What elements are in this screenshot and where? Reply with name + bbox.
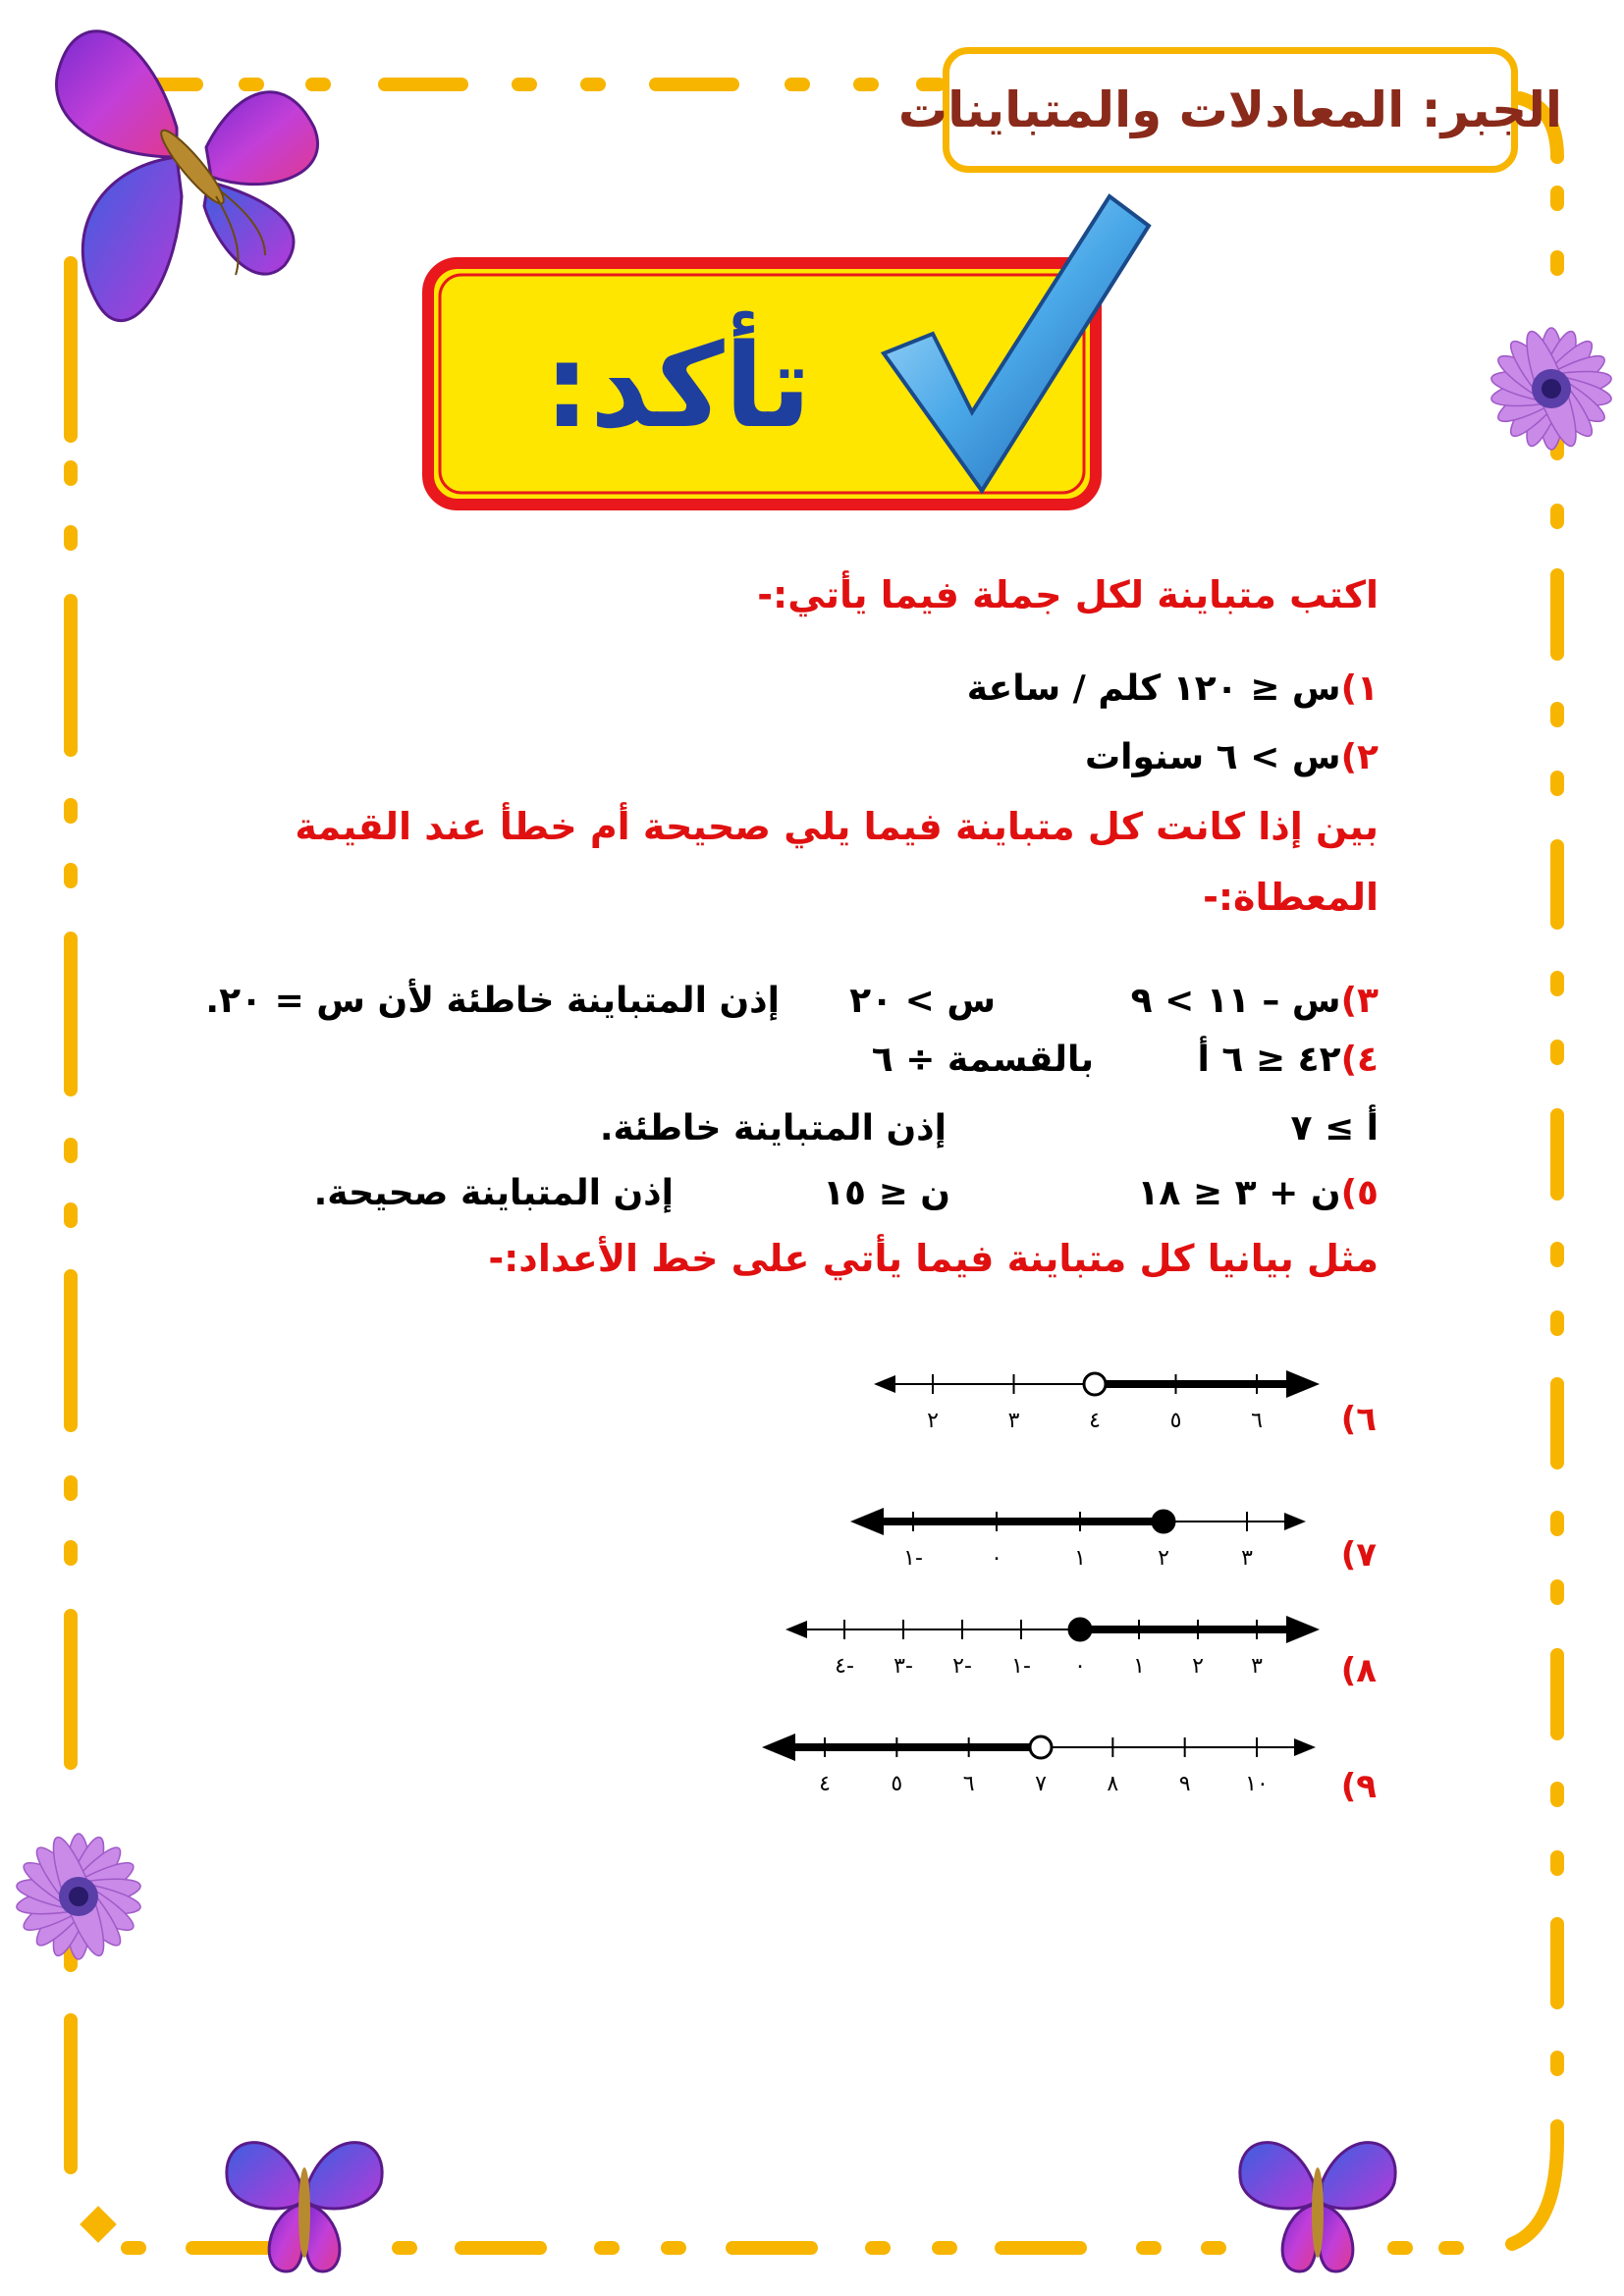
solution-arrow (850, 1508, 884, 1535)
numberline-label-7: ٧) (1340, 1535, 1377, 1575)
flower-icon (0, 1818, 157, 1975)
tf-heading-line2: المعطاة:- (1203, 876, 1379, 919)
butterfly-icon (1231, 2124, 1404, 2281)
tick-label: ١ (1074, 1546, 1086, 1571)
tick-label: ٥ (891, 1772, 903, 1796)
closed-point (1069, 1619, 1091, 1640)
tick-label: ٤ (1089, 1409, 1101, 1433)
tick-label: ٣ (1007, 1409, 1020, 1433)
tick-label: ٠ (1074, 1654, 1086, 1679)
banner-title: تأكد: (543, 318, 812, 454)
question-number: ١) (1340, 668, 1379, 709)
question-number: ٣) (1340, 981, 1379, 1021)
question-text: س ≤ ١٢٠ كلم / ساعة (966, 668, 1341, 709)
tick-label: ٢ (1158, 1546, 1169, 1571)
tick-label: ٦ (1251, 1409, 1263, 1433)
solution-arrow (762, 1734, 795, 1761)
arrow-right (1284, 1513, 1306, 1530)
question-number: ٤) (1340, 1040, 1379, 1080)
tick-label: ٣ (1251, 1654, 1263, 1679)
arrow-left (785, 1621, 807, 1638)
question-4b-expr: أ ≥ ٧ (1290, 1108, 1379, 1148)
question-4-step: بالقسمة ÷ ٦ (871, 1040, 1094, 1080)
tick-label: ٨ (1107, 1772, 1119, 1796)
open-point (1084, 1373, 1106, 1395)
tick-label: ١- (1011, 1654, 1031, 1679)
question-2 (1085, 734, 1379, 781)
tick-label: ٣- (893, 1654, 913, 1679)
page-title: الجبر: المعادلات والمتباينات (897, 81, 1563, 138)
graph-heading: مثل بيانيا كل متباينة فيما يأتي على خط الأعداد:- (488, 1237, 1379, 1280)
expression: س – ١١ > ٩ (1130, 981, 1341, 1021)
butterfly-icon (218, 2124, 391, 2281)
tick-label: ٢ (1192, 1654, 1204, 1679)
number-line-6 (864, 1355, 1326, 1443)
tick-label: ٠ (991, 1546, 1002, 1571)
tick-label: ٦ (962, 1772, 975, 1796)
write-heading: اكتب متباينة لكل جملة فيما يأتي:- (757, 573, 1379, 616)
arrow-right (1294, 1738, 1316, 1756)
tick-label: ٤ (819, 1772, 831, 1796)
numberline-label-8: ٨) (1340, 1651, 1377, 1690)
question-5-step: ن ≤ ١٥ (823, 1173, 950, 1213)
header-title-box (897, 47, 1563, 173)
question-number: ٢) (1340, 737, 1379, 777)
question-number: ٥) (1340, 1173, 1379, 1213)
solution-arrow (1286, 1616, 1320, 1643)
tf-heading-line1: بين إذا كانت كل متباينة فيما يلي صحيحة أم خطأ عند القيمة (295, 805, 1379, 848)
tick-label: ٩ (1178, 1772, 1191, 1796)
tick-label: ١٠ (1245, 1772, 1269, 1796)
tick-label: ٣ (1241, 1546, 1253, 1571)
solution-arrow (1286, 1370, 1320, 1398)
question-3-step: س > ٢٠ (849, 981, 996, 1021)
number-line-7 (844, 1492, 1316, 1580)
question-3-result: إذن المتباينة خاطئة لأن س = ٢٠. (205, 981, 780, 1021)
tick-label: ٥ (1169, 1409, 1182, 1433)
tick-label: ١ (1133, 1654, 1145, 1679)
flower-icon (1473, 310, 1624, 467)
question-5-expr (1137, 1170, 1379, 1217)
question-1 (967, 666, 1379, 713)
tick-label: ٤- (835, 1654, 854, 1679)
tick-label: ٧ (1035, 1772, 1047, 1796)
question-3-expr (1131, 978, 1379, 1025)
number-line-8 (776, 1600, 1326, 1688)
tick-label: ٢- (952, 1654, 972, 1679)
expression: ٤٢ ≤ ٦ أ (1197, 1040, 1341, 1080)
question-4b-result: إذن المتباينة خاطئة. (599, 1108, 947, 1148)
numberline-label-6: ٦) (1340, 1400, 1377, 1439)
arrow-left (874, 1375, 895, 1393)
closed-point (1153, 1511, 1174, 1532)
tick-label: ١- (903, 1546, 923, 1571)
butterfly-icon (39, 10, 373, 363)
question-4-expr (1198, 1037, 1379, 1084)
question-text: س > ٦ سنوات (1084, 737, 1341, 777)
number-line-9 (756, 1718, 1326, 1806)
expression: ن + ٣ ≤ ١٨ (1137, 1173, 1341, 1213)
open-point (1030, 1736, 1052, 1758)
numberline-label-9: ٩) (1340, 1767, 1377, 1806)
tick-label: ٢ (927, 1409, 939, 1433)
question-5-result: إذن المتباينة صحيحة. (313, 1173, 674, 1213)
checkmark-icon (864, 187, 1159, 501)
